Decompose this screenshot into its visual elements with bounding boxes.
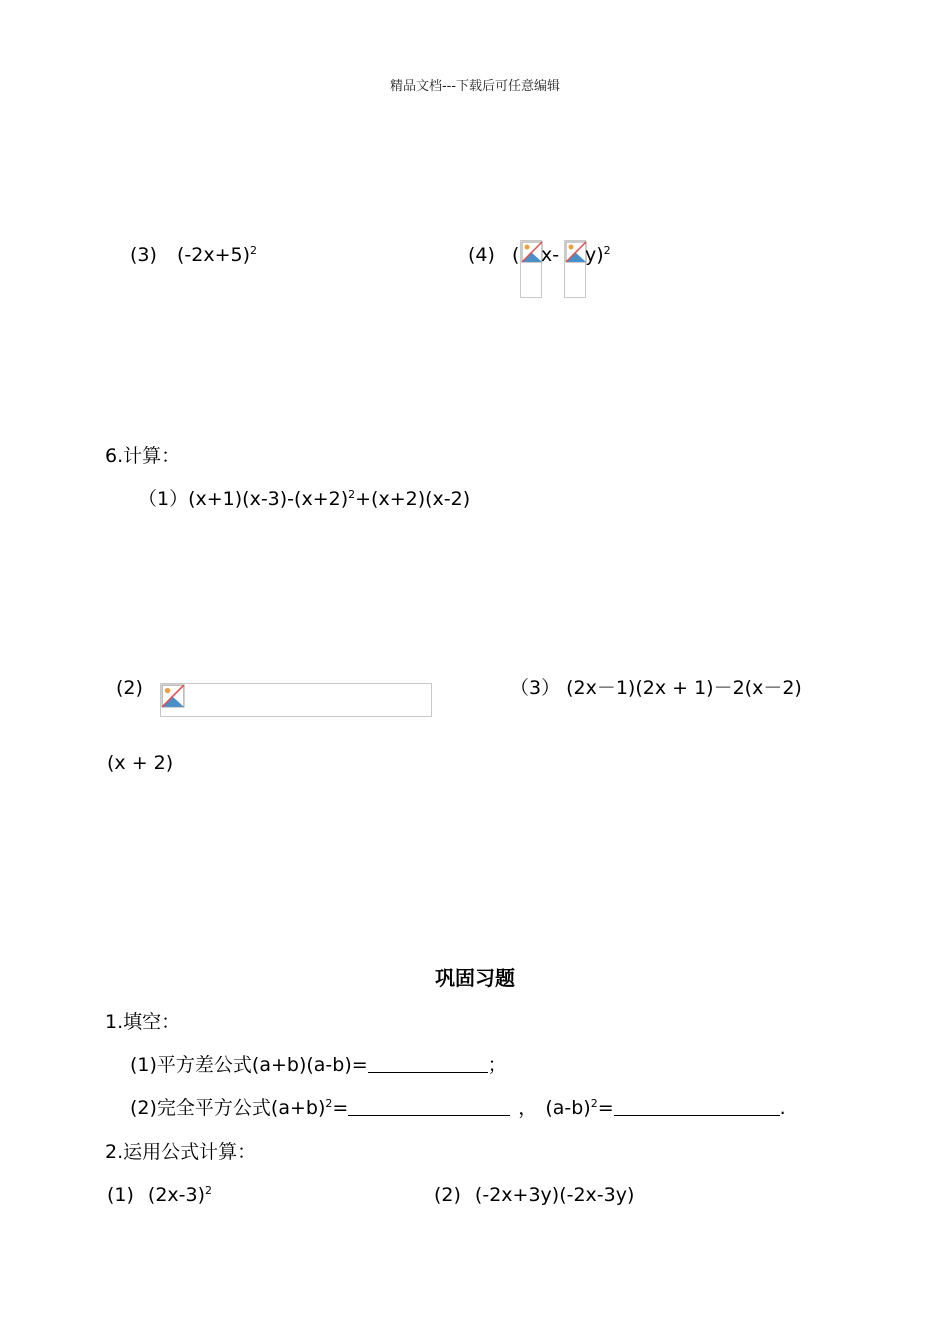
section-6-title: 6.计算： xyxy=(105,445,181,467)
problem-label: （3） xyxy=(510,677,561,699)
expression: (x+1)(x-3)-(x+2) xyxy=(188,488,349,510)
problem-label: (4) xyxy=(468,244,495,266)
exponent: 2 xyxy=(603,244,611,257)
problem-label: (1) xyxy=(107,1184,134,1206)
exponent: 2 xyxy=(590,1097,598,1110)
expression: (2x－1)(2x + 1)－2(x－2) xyxy=(566,677,802,699)
question-2-part-2 xyxy=(434,1186,634,1205)
question-1-part-2: (2)完全平方公式$(a+b)^2=$ ， $(a-b)^2=$ . xyxy=(130,1097,786,1119)
problem-5-3 xyxy=(130,246,257,265)
problem-5-4-open: ( xyxy=(512,244,520,266)
exponent: 2 xyxy=(348,488,356,501)
question-2-part-1 xyxy=(107,1186,212,1205)
problem-label: (3) xyxy=(130,244,157,266)
broken-image-icon xyxy=(520,240,542,298)
expression: (-2x+3y)(-2x-3y) xyxy=(474,1184,635,1206)
prompt: (1)平方差公式(a+b)(a-b)= xyxy=(130,1054,368,1076)
expression-cont: +(x+2)(x-2) xyxy=(355,488,471,510)
broken-image-icon xyxy=(160,683,432,717)
answer-blank[interactable] xyxy=(614,1099,780,1116)
exponent: 2 xyxy=(325,1097,333,1110)
problem-label: (2) xyxy=(434,1184,461,1206)
answer-blank[interactable] xyxy=(368,1056,488,1073)
prompt: (2)完全平方公式(a+b) xyxy=(130,1097,326,1119)
answer-blank[interactable] xyxy=(348,1099,510,1116)
problem-6-3 xyxy=(510,679,802,698)
punctuation: ； xyxy=(487,1054,507,1076)
problem-5-4 xyxy=(468,246,495,265)
question-1-part-1 xyxy=(130,1056,507,1075)
problem-label: （1） xyxy=(138,488,189,510)
problem-6-3-continuation: (x + 2) xyxy=(107,752,174,774)
section-title: 巩固习题 xyxy=(435,966,515,990)
broken-image-icon xyxy=(564,240,586,298)
problem-5-4-mid: x- xyxy=(541,244,560,266)
question-2-title: 2.运用公式计算： xyxy=(105,1141,257,1163)
exponent: 2 xyxy=(250,244,257,257)
page-header: 精品文档---下载后可任意编辑 xyxy=(389,79,561,94)
problem-6-2-label: (2) xyxy=(116,677,143,699)
expression: (-2x+5) xyxy=(176,244,250,266)
exponent: 2 xyxy=(205,1184,213,1197)
problem-6-1 xyxy=(138,490,470,509)
question-1-title: 1.填空： xyxy=(105,1011,181,1033)
expression: (2x-3) xyxy=(147,1184,206,1206)
problem-5-4-close: y)$^2$ xyxy=(585,244,611,266)
